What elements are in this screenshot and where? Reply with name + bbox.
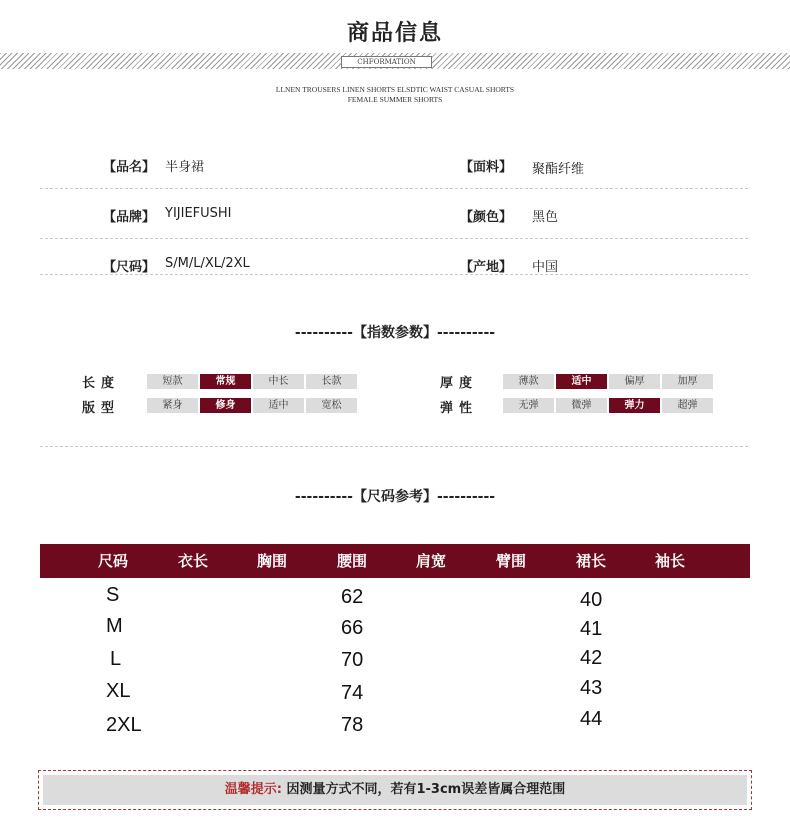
color-label: 【颜色】	[460, 210, 513, 225]
table-cell-waist: 74	[341, 682, 364, 704]
table-cell-waist: 62	[341, 586, 364, 608]
table-cell-waist: 78	[341, 714, 364, 736]
color-value: 黑色	[532, 210, 559, 225]
table-cell-size: S	[106, 584, 120, 606]
fabric-value: 聚酯纤维	[532, 162, 585, 177]
name-label: 【品名】	[103, 160, 156, 175]
chip-length-2: 常规	[200, 374, 251, 389]
table-cell-length: 44	[580, 708, 603, 730]
column-header-skirt-length: 裙长	[576, 552, 607, 570]
size-section-heading: ----------【尺码参考】----------	[294, 489, 496, 505]
name-value: 半身裙	[165, 160, 205, 175]
chip-fit-3: 适中	[253, 398, 304, 413]
measurement-note	[38, 770, 752, 810]
note-inner	[43, 775, 747, 805]
column-header-arm: 臂围	[496, 552, 527, 570]
chip-length-1: 短款	[147, 374, 198, 389]
attr-label-fit: 版型	[82, 401, 121, 416]
table-cell-length: 43	[580, 677, 603, 699]
size-value: S/M/L/XL/2XL	[165, 256, 250, 271]
column-header-waist: 腰围	[337, 552, 368, 570]
attr-label-length: 长度	[82, 376, 121, 391]
chip-fit-2: 修身	[200, 398, 251, 413]
chip-elasticity-2: 微弹	[556, 398, 607, 413]
chip-length-3: 中长	[253, 374, 304, 389]
chip-thickness-2: 适中	[556, 374, 607, 389]
attr-label-elasticity: 弹性	[440, 401, 479, 416]
subtitle-line-1: LLNEN TROUSERS LINEN SHORTS ELSDTIC WAIST CASUAL SHORTS	[275, 85, 515, 94]
chip-thickness-1: 薄款	[503, 374, 554, 389]
column-header-size: 尺码	[98, 552, 129, 570]
chip-thickness-3: 偏厚	[609, 374, 660, 389]
dotted-divider	[40, 238, 748, 239]
note-lead: 温馨提示:	[224, 782, 282, 797]
dotted-divider	[40, 446, 748, 447]
table-cell-length: 42	[580, 647, 603, 669]
chip-fit-4: 宽松	[306, 398, 357, 413]
column-header-sleeve: 袖长	[655, 552, 686, 570]
dotted-divider	[40, 188, 748, 189]
table-cell-size: XL	[106, 680, 131, 702]
subtitle-line-2: FEMALE SUMMER SHORTS	[347, 95, 443, 104]
column-header-shoulder: 肩宽	[416, 552, 447, 570]
size-label: 【尺码】	[103, 260, 156, 275]
origin-value: 中国	[532, 260, 559, 275]
fabric-label: 【面料】	[460, 160, 513, 175]
chip-fit-1: 紧身	[147, 398, 198, 413]
chip-elasticity-4: 超弹	[662, 398, 713, 413]
table-cell-size: L	[110, 648, 122, 670]
page-title: 商品信息	[346, 20, 443, 46]
table-cell-waist: 66	[341, 617, 364, 639]
column-header-bust: 胸围	[257, 552, 288, 570]
table-cell-waist: 70	[341, 649, 364, 671]
attr-label-thickness: 厚度	[440, 376, 479, 391]
table-cell-size: 2XL	[106, 714, 142, 736]
table-cell-size: M	[106, 615, 123, 637]
chip-elasticity-1: 无弹	[503, 398, 554, 413]
brand-label: 【品牌】	[103, 210, 156, 225]
chip-thickness-4: 加厚	[662, 374, 713, 389]
note-text: 因测量方式不同，若有1-3cm误差皆属合理范围	[286, 782, 566, 797]
column-header-length: 衣长	[178, 552, 209, 570]
brand-value: YIJIEFUSHI	[165, 206, 232, 221]
table-cell-length: 40	[580, 589, 603, 611]
dotted-divider	[40, 274, 748, 275]
index-section-heading: ----------【指数参数】----------	[294, 325, 496, 341]
table-cell-length: 41	[580, 618, 603, 640]
size-table-header	[40, 544, 750, 578]
origin-label: 【产地】	[460, 260, 513, 275]
chip-elasticity-3: 弹力	[609, 398, 660, 413]
band-label: CHFORMATION	[341, 56, 432, 68]
chip-length-4: 长款	[306, 374, 357, 389]
